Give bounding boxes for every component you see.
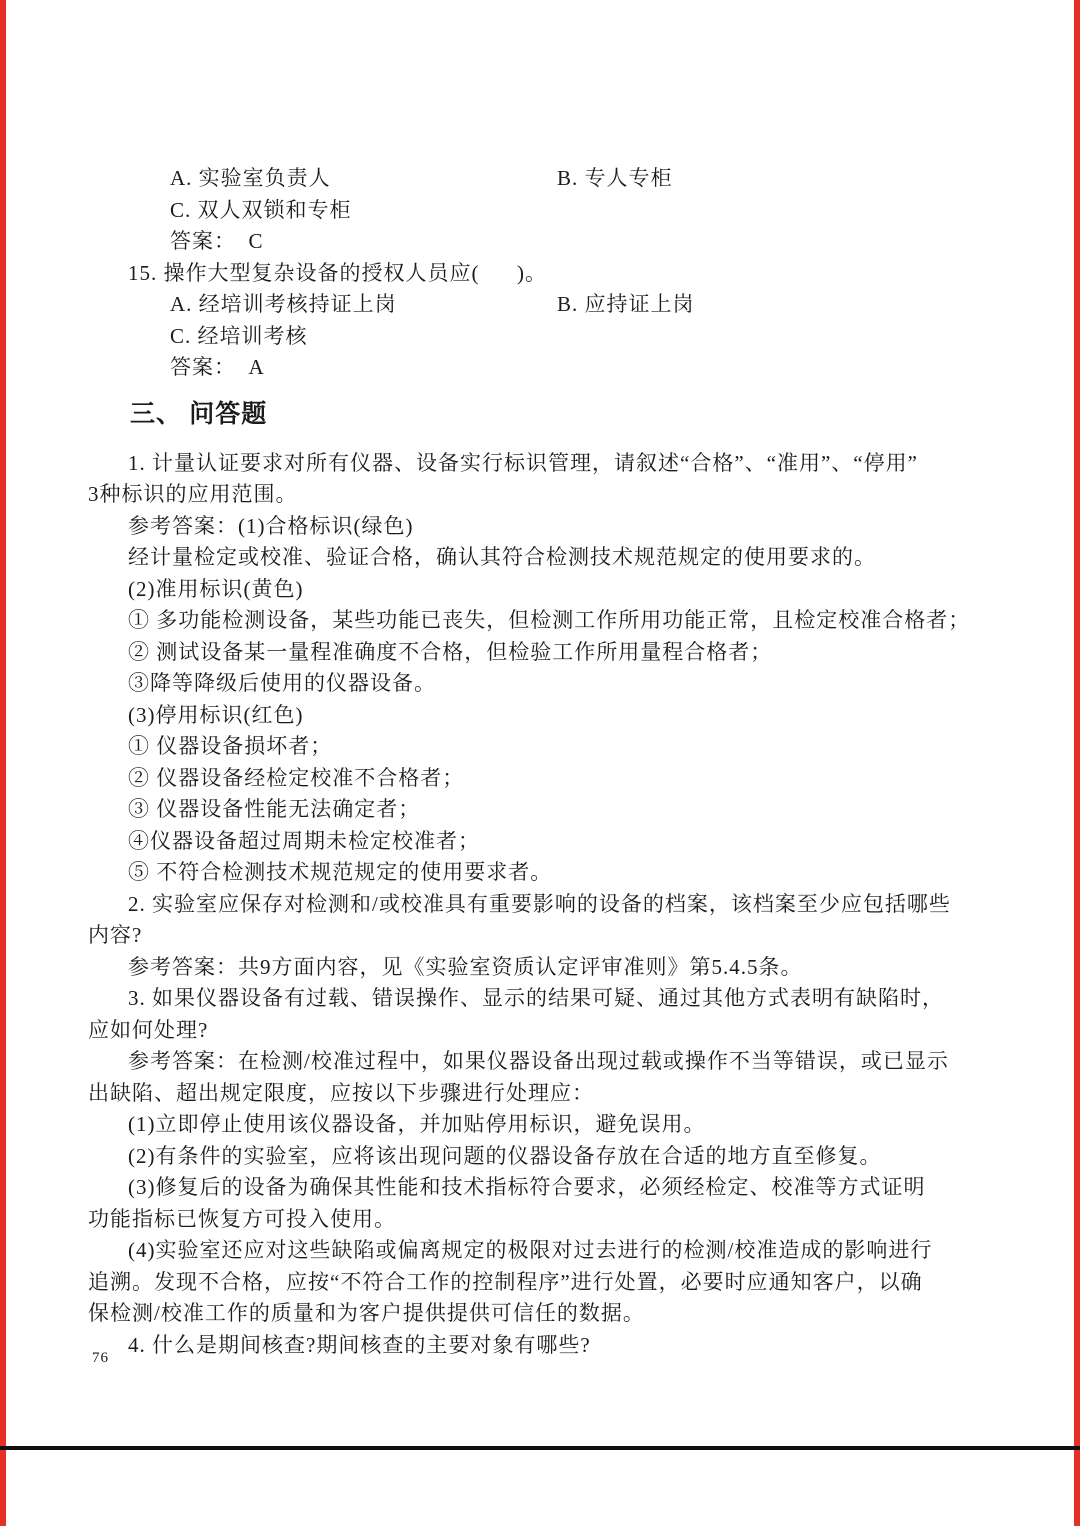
qa1-answer-yellow-label [88,574,990,606]
mcq15-option-c-text: C. 经培训考核 [170,323,308,348]
qa3-question-line2-text: 应如何处理? [88,1017,209,1042]
mcq14-answer-text: 答案： C [170,229,264,253]
qa3-answer-line2-text: 出缺陷、超出规定限度，应按以下步骤进行处理应： [88,1080,594,1105]
qa3-step-4-line2-text: 追溯。发现不合格，应按“不符合工作的控制程序”进行处置，必要时应通知客户，以确 [88,1269,923,1294]
qa1-question-line1-text: 1. 计量认证要求对所有仪器、设备实行标识管理，请叙述“合格”、“准用”、“停用” [128,450,918,475]
qa1-red-item-1-text: ① 仪器设备损坏者； [128,734,333,758]
qa2-question-line2-text: 内容? [88,923,143,947]
qa1-answer-label [88,511,990,543]
qa2-answer-text: 参考答案：共9方面内容，见《实验室资质认定评审准则》第5.4.5条。 [128,954,803,979]
qa3-step-3-line2-text: 功能指标已恢复方可投入使用。 [88,1206,396,1231]
mcq14-option-row-ab [88,163,990,195]
qa3-step-4-line2 [88,1267,990,1299]
mcq15-option-row-ab-text: A. 经培训考核持证上岗 [170,292,397,316]
qa1-red-item-5 [88,857,990,889]
qa3-step-3-line1-text: (3)修复后的设备为确保其性能和技术指标符合要求，必须经检定、校准等方式证明 [128,1175,926,1199]
qa1-yellow-item-2-text: ② 测试设备某一量程准确度不合格，但检验工作所用量程合格者； [128,639,773,664]
qa3-step-4-line3 [88,1298,990,1330]
left-edge-stripe [0,0,6,1526]
mcq15-answer-text: 答案： A [170,355,265,379]
qa1-red-item-2 [88,763,990,795]
qa4-question-text: 4. 什么是期间核查?期间核查的主要对象有哪些? [128,1332,591,1357]
mcq14-option-row-ab-col-b: B. 专人专柜 [557,166,673,190]
mcq14-option-row-ab-text: A. 实验室负责人 [170,166,331,190]
qa1-yellow-item-1-text: ① 多功能检测设备，某些功能已丧失，但检测工作所用功能正常，且检定校准合格者； [128,608,971,632]
section-heading-text: 三、 问答题 [130,400,268,428]
qa3-step-1 [88,1109,990,1141]
qa1-red-item-4-text: ④仪器设备超过周期未检定校准者； [128,828,480,853]
qa3-step-1-text: (1)立即停止使用该仪器设备，并加贴停用标识，避免误用。 [128,1112,706,1136]
qa1-red-item-3 [88,794,990,826]
qa1-red-item-3-text: ③ 仪器设备性能无法确定者； [128,797,421,821]
qa1-answer-red-label [88,700,990,732]
qa2-question-line1-text: 2. 实验室应保存对检测和/或校准具有重要影响的设备的档案，该档案至少应包括哪些 [128,891,951,916]
qa2-answer [88,952,990,984]
qa3-question-line1-text: 3. 如果仪器设备有过载、错误操作、显示的结果可疑、通过其他方式表明有缺陷时， [128,986,944,1010]
bottom-rule [0,1446,1080,1450]
qa4-question [88,1330,990,1362]
mcq14-answer [88,226,990,258]
qa1-answer-yellow-label-text: (2)准用标识(黄色) [128,576,304,601]
qa1-answer-green [88,542,990,574]
qa1-answer-green-text: 经计量检定或校准、验证合格，确认其符合检测技术规范规定的使用要求的。 [128,545,876,569]
qa1-yellow-item-3 [88,668,990,700]
qa3-step-3-line1 [88,1172,990,1204]
page-number: 76 [92,1350,109,1366]
mcq14-option-c [88,195,990,227]
mcq15-question-text: 15. 操作大型复杂设备的授权人员应( )。 [128,260,547,285]
qa2-question-line2 [88,920,990,952]
mcq15-question [88,258,990,290]
qa1-answer-label-text: 参考答案：(1)合格标识(绿色) [128,513,414,538]
qa3-step-4-line3-text: 保检测/校准工作的质量和为客户提供提供可信任的数据。 [88,1301,645,1325]
right-edge-stripe [1074,0,1080,1526]
qa3-step-2 [88,1141,990,1173]
mcq15-option-c [88,321,990,353]
content [88,163,990,1361]
qa1-question-line2-text: 3种标识的应用范围。 [88,482,298,506]
qa3-answer-line2 [88,1078,990,1110]
qa3-step-2-text: (2)有条件的实验室，应将该出现问题的仪器设备存放在合适的地方直至修复。 [128,1143,882,1168]
qa1-red-item-4 [88,826,990,858]
qa3-answer-line1 [88,1046,990,1078]
qa1-yellow-item-2 [88,637,990,669]
qa1-question-line2 [88,479,990,511]
mcq15-answer [88,352,990,384]
qa1-question-line1 [88,448,990,480]
qa1-yellow-item-3-text: ③降等降级后使用的仪器设备。 [128,671,436,695]
mcq14-option-c-text: C. 双人双锁和专柜 [170,197,352,222]
qa1-red-item-2-text: ② 仪器设备经检定校准不合格者； [128,765,465,790]
mcq15-option-row-ab-col-b: B. 应持证上岗 [557,292,695,316]
section-heading [88,396,990,434]
qa3-answer-line1-text: 参考答案：在检测/校准过程中，如果仪器设备出现过载或操作不当等错误，或已显示 [128,1049,949,1073]
qa3-step-4-line1 [88,1235,990,1267]
qa1-red-item-1 [88,731,990,763]
qa2-question-line1 [88,889,990,921]
qa1-red-item-5-text: ⑤ 不符合检测技术规范规定的使用要求者。 [128,860,553,884]
qa1-answer-red-label-text: (3)停用标识(红色) [128,702,304,727]
qa3-question-line1 [88,983,990,1015]
qa3-question-line2 [88,1015,990,1047]
mcq15-option-row-ab [88,289,990,321]
qa3-step-3-line2 [88,1204,990,1236]
qa1-yellow-item-1 [88,605,990,637]
qa3-step-4-line1-text: (4)实验室还应对这些缺陷或偏离规定的极限对过去进行的检测/校准造成的影响进行 [128,1238,933,1262]
